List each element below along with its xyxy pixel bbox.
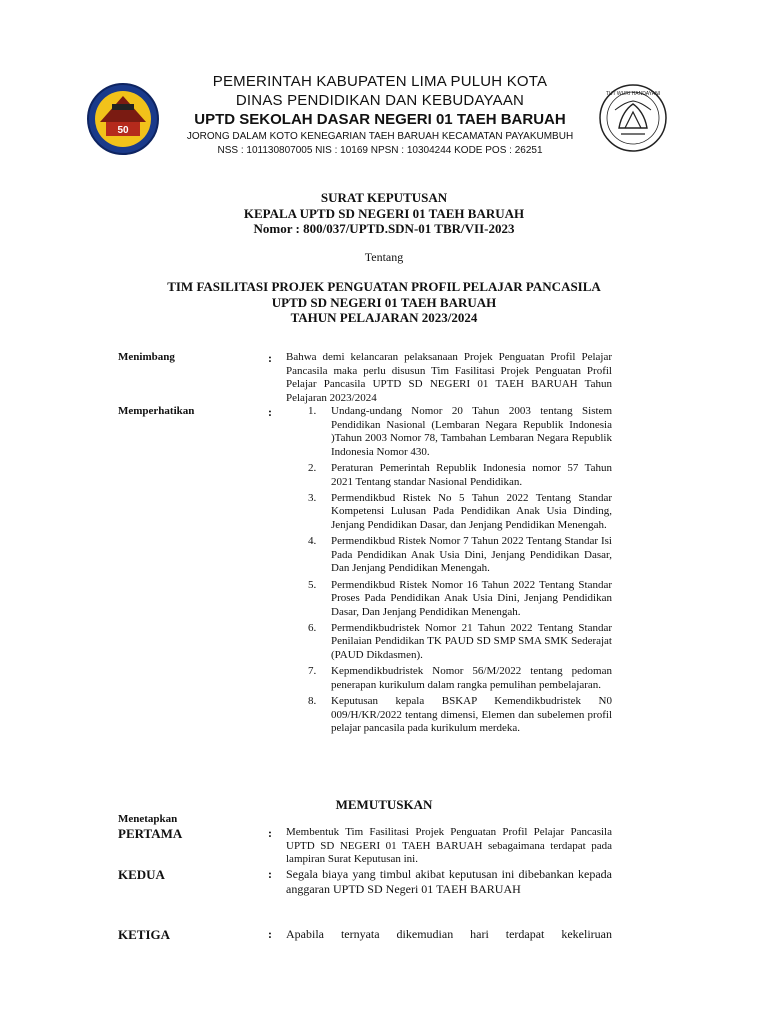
pertama-label: PERTAMA	[118, 826, 183, 841]
letterhead-text	[160, 72, 600, 157]
ketiga-label: KETIGA	[118, 927, 171, 942]
list-item-number: 1.	[308, 405, 317, 417]
list-item-text: Permendikbud Ristek Nomor 7 Tahun 2022 Tentang Standar Isi Pada Pendidikan Anak Usia Dini, Jenjang Pendidikan Dasar, Dan Jenjang Pendidikan Menengah.	[331, 535, 612, 575]
ketiga-text: Apabila ternyata dikemudian hari terdapat kekeliruan	[286, 927, 612, 941]
subject-line-1: TIM FASILITASI PROJEK PENGUATAN PROFIL PELAJAR PANCASILA	[167, 279, 601, 294]
list-item-text: Undang-undang Nomor 20 Tahun 2003 tentang Sistem Pendidikan Nasional (Lembaran Negara Republik Indonesia )Tahun 2003 Nomor 78, Tambahan Lembaran Negara Republik Indonesia Nomor 430.	[331, 405, 612, 458]
list-item	[286, 462, 612, 489]
tut-wuri-handayani-emblem-icon	[597, 82, 669, 154]
memperhatikan-colon: :	[268, 405, 272, 419]
list-item-text: Kepmendikbudristek Nomor 56/M/2022 tentang pedoman penerapan kurikulum dalam rangka pemulihan pembelajaran.	[331, 665, 612, 691]
kedua-colon: :	[268, 867, 272, 881]
letterhead-school: UPTD SEKOLAH DASAR NEGERI 01 TAEH BARUAH	[194, 111, 566, 128]
memperhatikan-label: Memperhatikan	[118, 405, 195, 417]
list-item	[286, 695, 612, 736]
list-item-text: Peraturan Pemerintah Republik Indonesia nomor 57 Tahun 2021 Tentang standar Nasional Pendidikan.	[331, 461, 612, 488]
list-item-number: 4.	[308, 535, 317, 548]
memperhatikan-list	[286, 405, 612, 738]
kedua-text: Segala biaya yang timbul akibat keputusan ini dibebankan kepada anggaran UPTD SD Negeri 01 TAEH BARUAH	[286, 867, 612, 896]
regency-emblem-icon	[86, 82, 160, 156]
list-item	[286, 492, 612, 533]
list-item-text: Permendikbudristek Nomor 21 Tahun 2022 Tentang Standar Penilaian Pendidikan TK PAUD SD SMP SMA SMK Sederajat (PAUD Dikdasmen).	[331, 621, 612, 662]
svg-text:TUT WURI HANDAYANI: TUT WURI HANDAYANI	[605, 91, 661, 97]
letterhead-government: PEMERINTAH KABUPATEN LIMA PULUH KOTA	[212, 73, 548, 90]
menimbang-text: Bahwa demi kelancaran pelaksanaan Projek Penguatan Profil Pelajar Pancasila maka perlu disusun Tim Fasilitasi Projek Penguatan Profil Pelajar Pancasila UPTD SD NEGERI 01 TAEH BARUAH Tahun Pelajaran 2023/2024	[286, 351, 612, 404]
list-item	[286, 405, 612, 459]
list-item	[286, 579, 612, 620]
subject-line-2: UPTD SD NEGERI 01 TAEH BARUAH	[271, 294, 497, 310]
list-item-number: 8.	[308, 695, 317, 708]
list-item	[286, 622, 612, 663]
menetapkan-label: Menetapkan	[118, 813, 178, 825]
pertama-colon: :	[268, 826, 272, 840]
pertama-text: Membentuk Tim Fasilitasi Projek Penguatan Profil Pelajar Pancasila UPTD SD NEGERI 01 TAEH BARUAH sebagaimana terdapat pada lampiran Surat Keputusan ini.	[286, 826, 612, 866]
ketiga-colon: :	[268, 927, 272, 941]
decree-number: Nomor : 800/037/UPTD.SDN-01 TBR/VII-2023	[253, 221, 515, 236]
list-item-number: 6.	[308, 621, 317, 634]
svg-text:50: 50	[117, 125, 129, 136]
subject-line-3: TAHUN PELAJARAN 2023/2024	[290, 310, 478, 325]
decree-title	[0, 190, 768, 237]
menimbang-label: Menimbang	[118, 351, 175, 363]
decree-issuer: KEPALA UPTD SD NEGERI 01 TAEH BARUAH	[243, 205, 525, 221]
letterhead-address: JORONG DALAM KOTO KENEGARIAN TAEH BARUAH KECAMATAN PAYAKUMBUH	[186, 131, 574, 142]
tentang-label: Tentang	[364, 250, 404, 264]
list-item-text: Keputusan kepala BSKAP Kemendikbudristek N0 009/H/KR/2022 tentang dimensi, Elemen dan subelemen profil pelajar pancasila pada kurikulum merdeka.	[331, 695, 612, 735]
menimbang-colon: :	[268, 351, 272, 365]
letterhead-codes: NSS : 101130807005 NIS : 10169 NPSN : 10304244 KODE POS : 26251	[217, 145, 543, 156]
list-item-number: 3.	[308, 491, 317, 504]
decree-subject	[0, 279, 768, 326]
list-item	[286, 665, 612, 692]
decree-type: SURAT KEPUTUSAN	[320, 190, 448, 205]
list-item	[286, 535, 612, 576]
letterhead-department: DINAS PENDIDIKAN DAN KEBUDAYAAN	[235, 92, 525, 109]
list-item-number: 5.	[308, 578, 317, 591]
list-item-text: Permendikbud Ristek Nomor 16 Tahun 2022 Tentang Standar Proses Pada Pendidikan Anak Usia Dini, Jenjang Pendidikan Dasar, Dan Jenjang Pendidikan Menengah.	[331, 578, 612, 618]
memutuskan-heading: MEMUTUSKAN	[335, 797, 433, 812]
kedua-label: KEDUA	[118, 867, 165, 882]
letterhead	[0, 70, 768, 160]
list-item-text: Permendikbud Ristek No 5 Tahun 2022 Tentang Standar Kompetensi Lulusan Pada Pendidikan Anak Usia Dinding, Jenjang Pendidikan Dasar, dan Jenjang Pendidikan Menengah.	[331, 491, 612, 531]
list-item-number: 2.	[308, 461, 317, 474]
list-item-number: 7.	[308, 665, 317, 678]
